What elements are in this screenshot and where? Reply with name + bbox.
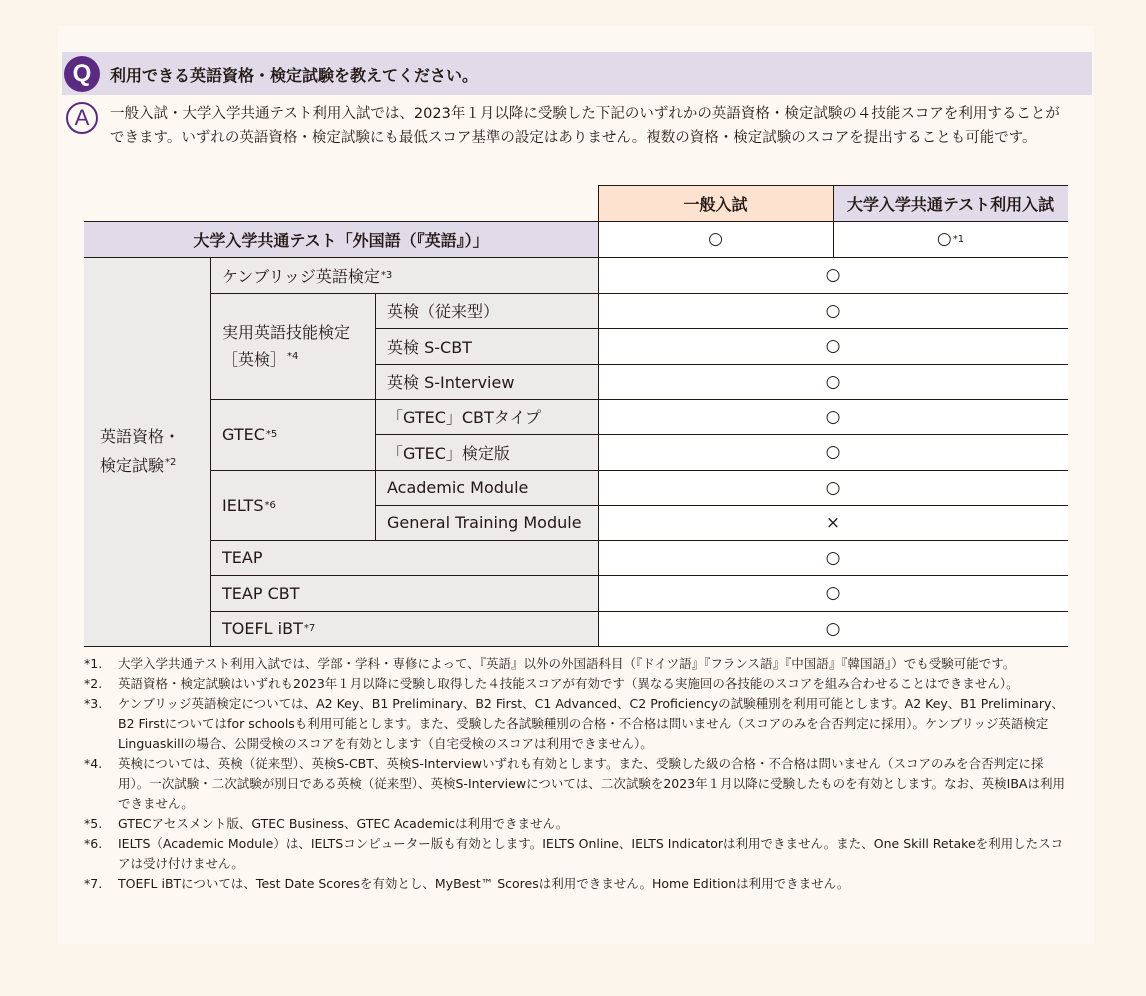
mark-circle: ○ bbox=[825, 442, 841, 462]
mark-circle: ○ bbox=[825, 265, 841, 285]
footnote bbox=[84, 814, 1074, 834]
footnotes bbox=[84, 654, 1074, 894]
footnote-number: *1. bbox=[84, 656, 103, 671]
exam-label: TEAP CBT bbox=[222, 583, 300, 603]
footnote bbox=[84, 754, 1074, 814]
footnote bbox=[84, 694, 1074, 754]
footnote-text: 大学入学共通テスト利用入試では、学部・学科・専修によって、『英語』以外の外国語科目（『ドイツ語』『フランス語』『中国語』『韓国語』）でも受験可能です。 bbox=[118, 656, 1016, 671]
exam-label: TEAP bbox=[222, 548, 263, 567]
exam-label: TOEFL iBT bbox=[222, 619, 303, 638]
mark-cell bbox=[598, 505, 1068, 540]
mark-circle: ○ bbox=[825, 547, 841, 568]
mark-teap bbox=[598, 540, 1068, 575]
sub-exam bbox=[375, 505, 598, 540]
question-badge: Q bbox=[64, 56, 100, 92]
mark-circle: ○ bbox=[936, 229, 952, 249]
footnote bbox=[84, 834, 1074, 874]
exam-teap-cbt bbox=[210, 575, 598, 611]
mark-circle: ○ bbox=[825, 583, 841, 603]
mark-circle: ○ bbox=[825, 477, 841, 498]
mark-circle: ○ bbox=[825, 336, 841, 356]
mark-circle: ○ bbox=[825, 618, 841, 639]
mark-circle: ○ bbox=[825, 406, 841, 427]
footnote-ref: *6 bbox=[264, 499, 276, 511]
sub-exam bbox=[375, 470, 598, 505]
group-label-line2: 検定試験 bbox=[100, 456, 165, 475]
footnote-ref: *5 bbox=[265, 429, 278, 440]
exam-label: ケンブリッジ英語検定 bbox=[222, 266, 380, 286]
sub-exam bbox=[375, 364, 598, 399]
mark-cross: × bbox=[825, 512, 841, 533]
footnote-text: IELTS（Academic Module）は、IELTSコンピューター版も有効とします。IELTS Online、IELTS Indicatorは利用できません。また、One Skill Retakeを利用したスコアは受け付けません。 bbox=[118, 836, 1064, 871]
mark-cell bbox=[598, 328, 1068, 364]
mark-cell bbox=[598, 470, 1068, 505]
mark-circle: ○ bbox=[708, 229, 723, 249]
footnote-number: *4. bbox=[84, 756, 103, 771]
group-label-line1: 英語資格・ bbox=[100, 427, 181, 446]
footnote-ref: *1 bbox=[952, 233, 965, 245]
header-common-label: 大学入学共通テスト利用入試 bbox=[846, 194, 1055, 214]
mark-cell bbox=[598, 364, 1068, 399]
footnote-number: *2. bbox=[84, 676, 103, 691]
footnote-text: GTECアセスメント版、GTEC Business、GTEC Academicは利用できません。 bbox=[118, 816, 569, 831]
group-label-cell bbox=[84, 257, 210, 646]
footnote-number: *7. bbox=[84, 876, 103, 891]
footnote-text: 英語資格・検定試験はいずれも2023年１月以降に受験し取得した４技能スコアが有効です（異なる実施回の各技能のスコアを組み合わせることはできません）。 bbox=[118, 676, 1019, 691]
footnote-text: 英検については、英検（従来型）、英検S-CBT、英検S-Interviewいずれも有効とします。また、受験した級の合格・不合格は問いません（スコアのみを合否判定に採用）。一次試験・二次試験が別日である英検（従来型）、英検S-Interviewについては、二次試験を2023年１月以降に受験したものを有効とします。なお、英検IBAは利用できません。 bbox=[118, 756, 1065, 811]
row-common-test bbox=[84, 221, 598, 257]
sub-exam-label: 英検 S-Interview bbox=[387, 373, 515, 392]
header-general bbox=[598, 185, 833, 221]
exam-label: 実用英語技能検定 bbox=[222, 322, 351, 342]
footnote-ref: *3 bbox=[380, 269, 393, 281]
exam-gtec bbox=[210, 399, 375, 470]
sub-exam-label: Academic Module bbox=[387, 478, 529, 497]
footnote-text: ケンブリッジ英語検定については、A2 Key、B1 Preliminary、B2 First、C1 Advanced、C2 Proficiencyの試験種別を利用可能とします。A2 Key、B1 Preliminary、B2 Firstについてはfor schoolsも利用可能とします。また、受験した各試験種別の合格・不合格は問いません（スコアのみを合否判定に採用）。ケンブリッジ英語検定Linguaskillの場合、公開受検のスコアを有効とします（自宅受検のスコアは利用できません）。 bbox=[118, 696, 1064, 751]
exam-teap bbox=[210, 540, 598, 575]
sub-exam-label: 「GTEC」検定版 bbox=[387, 443, 510, 463]
mark-cell bbox=[598, 293, 1068, 328]
footnote-ref: *4 bbox=[287, 350, 299, 362]
footnote-number: *6. bbox=[84, 836, 103, 851]
exam-cambridge bbox=[210, 257, 598, 293]
answer-badge: A bbox=[66, 102, 98, 134]
common-test-common-mark bbox=[833, 221, 1068, 257]
footnote-number: *3. bbox=[84, 696, 103, 711]
exam-label: GTEC bbox=[222, 425, 265, 444]
footnote-number: *5. bbox=[84, 816, 103, 831]
mark-circle: ○ bbox=[825, 300, 841, 321]
footnote-text: TOEFL iBTについては、Test Date Scoresを有効とし、MyBest™ Scoresは利用できません。Home Editionは利用できません。 bbox=[118, 876, 850, 891]
footnote-ref: *2 bbox=[165, 457, 177, 468]
footnote bbox=[84, 874, 1074, 894]
header-common bbox=[833, 185, 1068, 221]
exam-eiken bbox=[210, 293, 375, 399]
sub-exam-label: 英検 S-CBT bbox=[387, 337, 472, 357]
question-text: 利用できる英語資格・検定試験を教えてください。 bbox=[110, 66, 479, 85]
sub-exam bbox=[375, 328, 598, 364]
exam-ielts bbox=[210, 470, 375, 540]
answer-text: 一般入試・大学入学共通テスト利用入試では、2023年１月以降に受験した下記のいずれかの英語資格・検定試験の４技能スコアを利用することができます。いずれの英語資格・検定試験にも最低スコア基準の設定はありません。複数の資格・検定試験のスコアを提出することも可能です。 bbox=[110, 106, 1060, 146]
sub-exam-label: 英検（従来型） bbox=[387, 302, 500, 321]
header-general-label: 一般入試 bbox=[683, 194, 748, 214]
footnote bbox=[84, 674, 1074, 694]
common-test-label: 大学入学共通テスト「外国語（『英語』）」 bbox=[193, 230, 489, 250]
mark-teap-cbt bbox=[598, 575, 1068, 611]
sub-exam-label: General Training Module bbox=[387, 513, 582, 532]
sub-exam-label: 「GTEC」CBTタイプ bbox=[387, 408, 542, 427]
mark-cell bbox=[598, 399, 1068, 434]
sub-exam bbox=[375, 434, 598, 470]
footnote-ref: *7 bbox=[303, 623, 316, 634]
exam-label: ［英検］ bbox=[222, 349, 287, 369]
sub-exam bbox=[375, 399, 598, 434]
footnote bbox=[84, 654, 1074, 674]
common-test-general-mark bbox=[598, 221, 833, 257]
mark-cambridge bbox=[598, 257, 1068, 293]
mark-circle: ○ bbox=[825, 371, 841, 392]
sub-exam bbox=[375, 293, 598, 328]
exam-label: IELTS bbox=[222, 495, 264, 515]
mark-cell bbox=[598, 434, 1068, 470]
mark-toefl bbox=[598, 611, 1068, 646]
exam-toefl bbox=[210, 611, 598, 646]
